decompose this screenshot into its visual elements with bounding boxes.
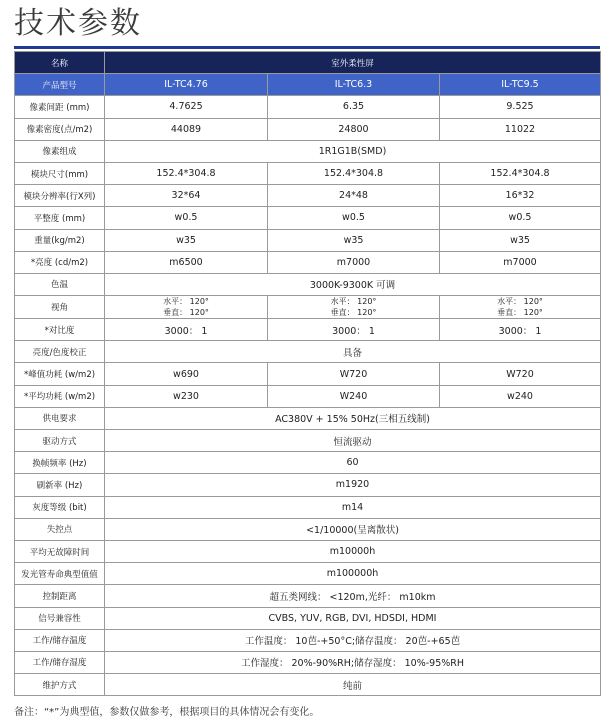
value-cell: 3000： 1 [105, 319, 268, 341]
merged-value-cell: 具备 [105, 341, 601, 363]
value-cell: w35 [440, 229, 601, 251]
row-label-cell: 模块分辨率(行X列) [15, 185, 105, 207]
row-label-cell: 模块尺寸(mm) [15, 162, 105, 184]
table-row [15, 474, 601, 496]
model-label-cell: 产品型号 [15, 74, 105, 96]
merged-value-cell: m10000h [105, 540, 601, 562]
row-label-cell: 灰度等级 (bit) [15, 496, 105, 518]
merged-value-cell: 纯前 [105, 674, 601, 696]
table-row [15, 162, 601, 184]
value-cell: w0.5 [440, 207, 601, 229]
merged-value-cell: 60 [105, 452, 601, 474]
value-cell: 16*32 [440, 185, 601, 207]
merged-value-cell: 工作湿度： 20%-90%RH;储存湿度： 10%-95%RH [105, 651, 601, 673]
value-cell: 3000： 1 [268, 319, 440, 341]
merged-value-cell: 恒流驱动 [105, 430, 601, 452]
vertical-angle-text: 垂直： 120° [163, 308, 209, 318]
model-cell: IL-TC6.3 [268, 74, 440, 96]
row-label-cell: 像素间距 (mm) [15, 96, 105, 118]
table-row [15, 607, 601, 629]
row-label-cell: 色温 [15, 273, 105, 295]
table-row [15, 96, 601, 118]
table-row [15, 651, 601, 673]
table-row [15, 540, 601, 562]
model-row [15, 74, 601, 96]
value-cell: w240 [440, 385, 601, 407]
table-row [15, 118, 601, 140]
row-label-cell: 平整度 (mm) [15, 207, 105, 229]
table-row [15, 674, 601, 696]
table-row [15, 430, 601, 452]
viewing-angle-cell [105, 296, 268, 319]
row-label-cell: 平均无故障时间 [15, 540, 105, 562]
table-row [15, 452, 601, 474]
merged-value-cell: 1R1G1B(SMD) [105, 140, 601, 162]
value-cell: 152.4*304.8 [105, 162, 268, 184]
row-label-cell: 信号兼容性 [15, 607, 105, 629]
table-row [15, 185, 601, 207]
row-label-cell: 换帧频率 (Hz) [15, 452, 105, 474]
viewing-angle-cell [440, 296, 601, 319]
value-cell: m6500 [105, 251, 268, 273]
merged-value-cell: m100000h [105, 563, 601, 585]
value-cell: 152.4*304.8 [268, 162, 440, 184]
row-label-cell: 发光管寿命典型值值 [15, 563, 105, 585]
row-label-cell: 工作/储存湿度 [15, 651, 105, 673]
row-label-cell: 刷新率 (Hz) [15, 474, 105, 496]
page-title: 技术参数 [14, 6, 142, 41]
row-label-cell: 像素组成 [15, 140, 105, 162]
row-label-cell: 重量(kg/m2) [15, 229, 105, 251]
table-row [15, 563, 601, 585]
merged-value-cell: 超五类网线： <120m,光纤： m10km [105, 585, 601, 607]
row-label-cell: *亮度 (cd/m2) [15, 251, 105, 273]
viewing-angle-cell [268, 296, 440, 319]
merged-value-cell: <1/10000(呈离散状) [105, 518, 601, 540]
value-cell: 24800 [268, 118, 440, 140]
table-row [15, 407, 601, 429]
footnote: 备注：“*”为典型值，参数仅做参考，根据项目的具体情况会有变化。 [14, 707, 320, 718]
table-row [15, 629, 601, 651]
value-cell: W720 [268, 363, 440, 385]
value-cell: w0.5 [105, 207, 268, 229]
value-cell: 44089 [105, 118, 268, 140]
value-cell: 9.525 [440, 96, 601, 118]
table-row [15, 229, 601, 251]
header-name-cell: 名称 [15, 52, 105, 74]
merged-value-cell: 3000K-9300K 可调 [105, 273, 601, 295]
row-label-cell: 视角 [15, 296, 105, 319]
table-row [15, 251, 601, 273]
table-header-row [15, 52, 601, 74]
table-row [15, 140, 601, 162]
merged-value-cell: 工作温度： 10芭-+50°C;储存温度： 20芭-+65芭 [105, 629, 601, 651]
row-label-cell: *峰值功耗 (w/m2) [15, 363, 105, 385]
value-cell: 3000： 1 [440, 319, 601, 341]
value-cell: 4.7625 [105, 96, 268, 118]
table-row [15, 273, 601, 295]
value-cell: m7000 [440, 251, 601, 273]
row-label-cell: 工作/储存温度 [15, 629, 105, 651]
table-row [15, 296, 601, 319]
horizontal-angle-text: 水平： 120° [163, 297, 209, 307]
value-cell: 24*48 [268, 185, 440, 207]
table-row [15, 319, 601, 341]
row-label-cell: 控制距离 [15, 585, 105, 607]
value-cell: w690 [105, 363, 268, 385]
table-row [15, 207, 601, 229]
table-row [15, 496, 601, 518]
row-label-cell: 维护方式 [15, 674, 105, 696]
model-cell: IL-TC4.76 [105, 74, 268, 96]
merged-value-cell: AC380V + 15% 50Hz(三相五线制) [105, 407, 601, 429]
table-row [15, 518, 601, 540]
merged-value-cell: CVBS, YUV, RGB, DVI, HDSDI, HDMI [105, 607, 601, 629]
value-cell: w230 [105, 385, 268, 407]
vertical-angle-text: 垂直： 120° [497, 308, 543, 318]
row-label-cell: 像素密度(点/m2) [15, 118, 105, 140]
horizontal-angle-text: 水平： 120° [330, 297, 377, 307]
row-label-cell: 驱动方式 [15, 430, 105, 452]
value-cell: w35 [268, 229, 440, 251]
title-underline [14, 46, 600, 49]
merged-value-cell: m1920 [105, 474, 601, 496]
value-cell: 6.35 [268, 96, 440, 118]
table-row [15, 341, 601, 363]
row-label-cell: 亮度/色度校正 [15, 341, 105, 363]
value-cell: m7000 [268, 251, 440, 273]
value-cell: w0.5 [268, 207, 440, 229]
value-cell: w35 [105, 229, 268, 251]
table-row [15, 585, 601, 607]
value-cell: W240 [268, 385, 440, 407]
row-label-cell: 失控点 [15, 518, 105, 540]
row-label-cell: *对比度 [15, 319, 105, 341]
row-label-cell: 供电要求 [15, 407, 105, 429]
merged-value-cell: m14 [105, 496, 601, 518]
value-cell: 152.4*304.8 [440, 162, 601, 184]
horizontal-angle-text: 水平： 120° [497, 297, 543, 307]
spec-table [14, 51, 601, 696]
value-cell: 32*64 [105, 185, 268, 207]
header-category-cell: 室外柔性屏 [105, 52, 601, 74]
value-cell: W720 [440, 363, 601, 385]
table-row [15, 363, 601, 385]
value-cell: 11022 [440, 118, 601, 140]
vertical-angle-text: 垂直： 120° [330, 308, 377, 318]
table-row [15, 385, 601, 407]
row-label-cell: *平均功耗 (w/m2) [15, 385, 105, 407]
model-cell: IL-TC9.5 [440, 74, 601, 96]
